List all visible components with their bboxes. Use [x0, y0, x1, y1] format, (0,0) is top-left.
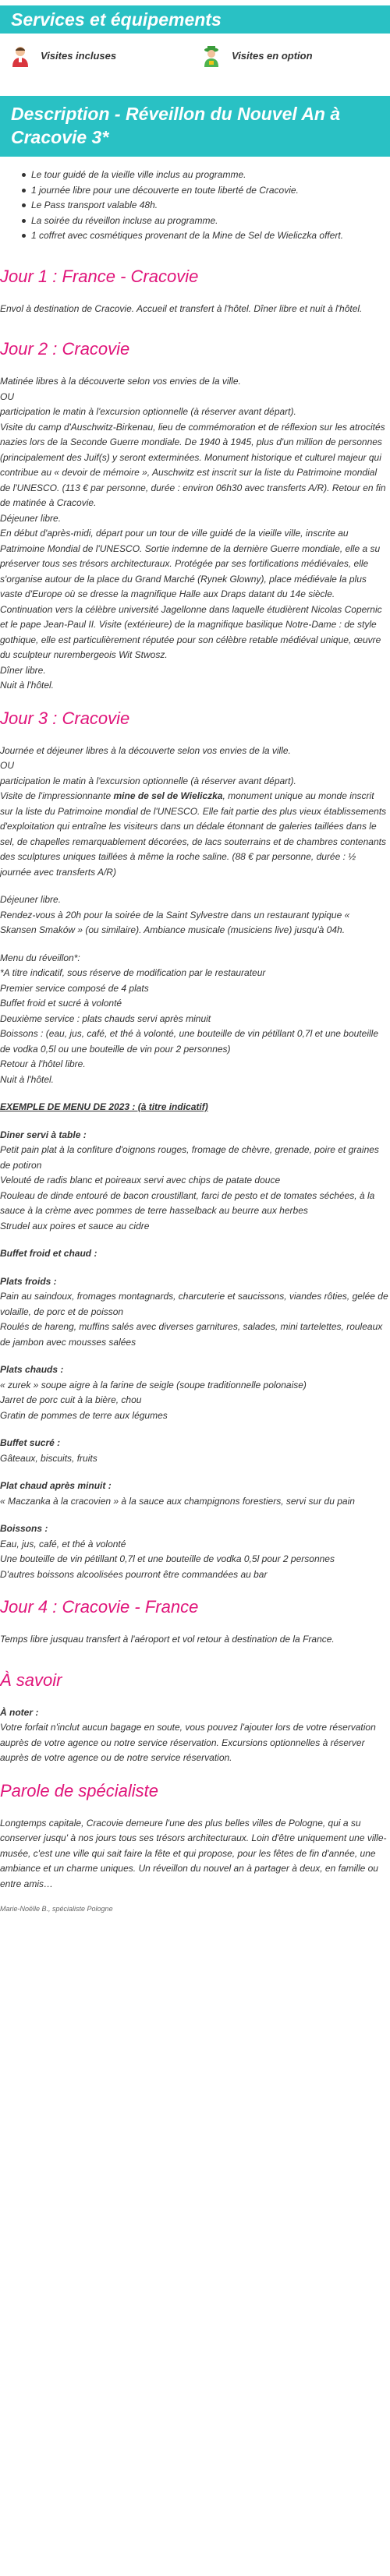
day2-title: Jour 2 : Cracovie	[0, 339, 130, 359]
itinerary	[0, 252, 390, 1914]
sweet-buffet-title: Buffet sucré :	[0, 1437, 61, 1448]
description-header	[0, 96, 390, 157]
day2-line: Déjeuner libre.	[0, 512, 62, 524]
list-item: 1 coffret avec cosmétiques provenant de la Mine de Sel de Wieliczka offert.	[31, 228, 374, 244]
highlights-list	[0, 157, 390, 252]
sit-down-line: Petit pain plat à la confiture d'oignons rouges, fromage de chèvre, grenade, poire et graines de potiron	[0, 1144, 379, 1171]
day3-intro-line: OU	[0, 760, 14, 771]
optional-visits	[199, 44, 382, 69]
day2-line: participation le matin à l'excursion optionnelle (à réserver avant départ).	[0, 406, 296, 417]
cold-dish-line: Pain au saindoux, fromages montagnards, charcuterie et saucissons, viandes rôties, gelée de volaille, de porc et de poisson	[0, 1291, 388, 1317]
hot-dishes-title: Plats chauds :	[0, 1364, 64, 1375]
cold-hot-buffet-title: Buffet froid et chaud :	[0, 1248, 98, 1259]
notes-title: À savoir	[0, 1670, 62, 1690]
hot-dish-line: « zurek » soupe aigre à la farine de seigle (soupe traditionnelle polonaise)	[0, 1379, 307, 1390]
included-visits-label: Visites incluses	[41, 50, 117, 62]
day2-line: Nuit à l'hôtel.	[0, 680, 54, 691]
menu-line: *A titre indicatif, sous réserve de modification par le restaurateur	[0, 967, 266, 978]
day3-evening: Rendez-vous à 20h pour la soirée de la Saint Sylvestre dans un restaurant typique « Skansen Smaków » (ou similaire). Ambiance musicale (musiciens live) jusqu'à 04h.	[0, 909, 350, 935]
day4-title: Jour 4 : Cracovie - France	[0, 1597, 199, 1617]
notes-body	[0, 1705, 390, 1766]
day2-line: En début d'après-midi, départ pour un tour de ville guidé de la vieille ville, inscrite au Patrimoine Mondial de l'UNESCO. Sortie indemne de la dernière Guerre mondiale, elle a su préserver tous ses trésors architecturaux. Protégée par ses fortifications médiévales, elle s'organise autour de la place du Grand Marché (Rynek Glowny), place médiévale la plus vaste d'Europe où se dresse la magnifique Halle aux Draps datant du 14e siècle.	[0, 528, 381, 599]
notes-text: Votre forfait n'inclut aucun bagage en soute, vous pouvez l'ajouter lors de votre réservation auprès de votre agence ou notre service réservation. Excursions optionnelles à réserver auprès de votre agence ou de notre service réservation.	[0, 1722, 376, 1763]
day3-title: Jour 3 : Cracovie	[0, 708, 130, 728]
day3-body	[0, 744, 390, 1583]
day1-title: Jour 1 : France - Cracovie	[0, 266, 199, 286]
menu-line: Buffet froid et sucré à volonté	[0, 998, 122, 1009]
guide-hat-icon	[199, 44, 224, 69]
hot-dish-line: Jarret de porc cuit à la bière, chou	[0, 1394, 142, 1405]
day2-line: Visite du camp d'Auschwitz-Birkenau, lieu de commémoration et de réflexion sur les atrocités nazies lors de la Seconde Guerre mondiale. De 1940 à 1945, plus d'un million de personnes (principalement des Juif(s) y seront exterminées. Monument historique et culturel majeur qui contribue au « devoir de mémoire », Auschwitz est inscrit sur la liste du Patrimoine mondial de l'UNESCO. (113 € par personne, durée : environ 06h30 avec transferts A/R). Retour en fin de matinée à Cracovie.	[0, 421, 386, 508]
after-midnight-title: Plat chaud après minuit :	[0, 1480, 112, 1491]
drinks-title: Boissons :	[0, 1523, 48, 1534]
menu-line: Boissons : (eau, jus, café, et thé à volonté, une bouteille de vin pétillant 0,7l et une bouteille de vodka 0,5l ou une bouteille de vin pour 2 personnes)	[0, 1028, 378, 1055]
included-visits	[8, 44, 191, 69]
visit-prefix: Visite de l'impressionnante	[0, 790, 114, 801]
guide-person-icon	[8, 44, 33, 69]
specialist-body	[0, 1816, 390, 1914]
list-item: Le Pass transport valable 48h.	[31, 198, 374, 214]
notes-label: À noter :	[0, 1706, 39, 1718]
specialist-signature: Marie-Noëlle B., spécialiste Pologne	[0, 1905, 113, 1913]
sit-down-title: Diner servi à table :	[0, 1129, 87, 1140]
day3-intro-line: participation le matin à l'excursion optionnelle (à réserver avant départ).	[0, 775, 296, 786]
cold-dishes-title: Plats froids :	[0, 1275, 57, 1287]
inclusions-row	[0, 34, 390, 79]
menu-line: Menu du réveillon*:	[0, 952, 80, 963]
visit-suffix: , monument unique au monde inscrit sur la liste du Patrimoine mondial de l'UNESCO. Elle fait partie des plus vieux établissements d'exploitation qui entraîne les visiteurs dans un dédale étonnant de galeries taillées dans le sel, de chapelles remarquablement décorées, de lacs souterrains et de chambres contenants des sculptures uniques taillées à même la roche saline. (88 € par personne, durée : ½ journée avec transferts A/R)	[0, 790, 387, 878]
drinks-line: D'autres boissons alcoolisées pourront être commandées au bar	[0, 1568, 268, 1580]
day2-line: OU	[0, 390, 14, 402]
day2-body	[0, 374, 390, 694]
hot-dish-line: Gratin de pommes de terre aux légumes	[0, 1409, 168, 1421]
day4-text: Temps libre jusquau transfert à l'aéroport et vol retour à destination de la France.	[0, 1634, 335, 1645]
day2-line: Dîner libre.	[0, 664, 46, 676]
menu-line: Premier service composé de 4 plats	[0, 982, 149, 994]
sit-down-line: Rouleau de dinde entouré de bacon croustillant, farci de pesto et de tomates séchées, à la sauce à la crème avec pommes de terre hasselback au beurre aux herbes	[0, 1189, 375, 1216]
day2-line: Matinée libres à la découverte selon vos envies de la ville.	[0, 376, 241, 387]
menu-line: Nuit à l'hôtel.	[0, 1073, 54, 1085]
drinks-line: Eau, jus, café, et thé à volonté	[0, 1538, 126, 1549]
after-midnight-line: « Maczanka à la cracovien » à la sauce aux champignons forestiers, servi sur du pain	[0, 1495, 355, 1507]
specialist-text: Longtemps capitale, Cracovie demeure l'une des plus belles villes de Pologne, qui a su conserver jusqu' à nos jours tous ses trésors architecturaux. Loin d'être uniquement une ville-musée, c'est une ville qui sait faire la fête et qui propose, pour les fêtes de fin d'année, une ambiance et un charme uniques. Un réveillon du nouvel an à partager à deux, en famille ou entre amis…	[0, 1817, 387, 1889]
day1-text: Envol à destination de Cracovie. Accueil et transfert à l'hôtel. Dîner libre et nuit à l'hôtel.	[0, 302, 363, 314]
list-item: 1 journée libre pour une découverte en toute liberté de Cracovie.	[31, 183, 374, 199]
page	[0, 5, 390, 1929]
list-item: Le tour guidé de la vieille ville inclus au programme.	[31, 168, 374, 183]
visit-bold: mine de sel de Wieliczka	[113, 790, 223, 801]
sweet-buffet-line: Gâteaux, biscuits, fruits	[0, 1452, 98, 1464]
menu-line: Deuxième service : plats chauds servi après minuit	[0, 1012, 211, 1024]
list-item: La soirée du réveillon incluse au programme.	[31, 214, 374, 229]
day3-visit	[0, 789, 388, 880]
sit-down-line: Strudel aux poires et sauce au cidre	[0, 1220, 150, 1231]
sit-down-line: Velouté de radis blanc et poireaux servi avec chips de patate douce	[0, 1175, 281, 1186]
services-title: Services et équipements	[11, 9, 222, 30]
example-menu-title: EXEMPLE DE MENU DE 2023 : (à titre indicatif)	[0, 1101, 208, 1112]
drinks-line: Une bouteille de vin pétillant 0,7l et une bouteille de vodka 0,5l pour 2 personnes	[0, 1553, 335, 1564]
services-header	[0, 5, 390, 34]
description-title: Description - Réveillon du Nouvel An à Cracovie 3*	[11, 104, 341, 147]
day3-lunch: Déjeuner libre.	[0, 894, 62, 905]
optional-visits-label: Visites en option	[232, 50, 313, 62]
cold-dish-line: Roulés de hareng, muffins salés avec diverses garnitures, salades, mini tartelettes, rouleaux de jambon avec mousses salées	[0, 1321, 383, 1348]
day2-line: Continuation vers la célèbre université Jagellonne dans laquelle étudièrent Nicolas Copernic et le pape Jean-Paul II. Visite (extérieure) de la magnifique basilique Notre-Dame : de style gothique, elle est particulièrement réputée pour son célèbre retable médiéval unique, œuvre du sculpteur nurembergeois Wit Stwosz.	[0, 603, 382, 660]
specialist-title: Parole de spécialiste	[0, 1780, 159, 1800]
menu-line: Retour à l'hôtel libre.	[0, 1058, 86, 1069]
day3-intro-line: Journée et déjeuner libres à la découverte selon vos envies de la ville.	[0, 744, 291, 756]
